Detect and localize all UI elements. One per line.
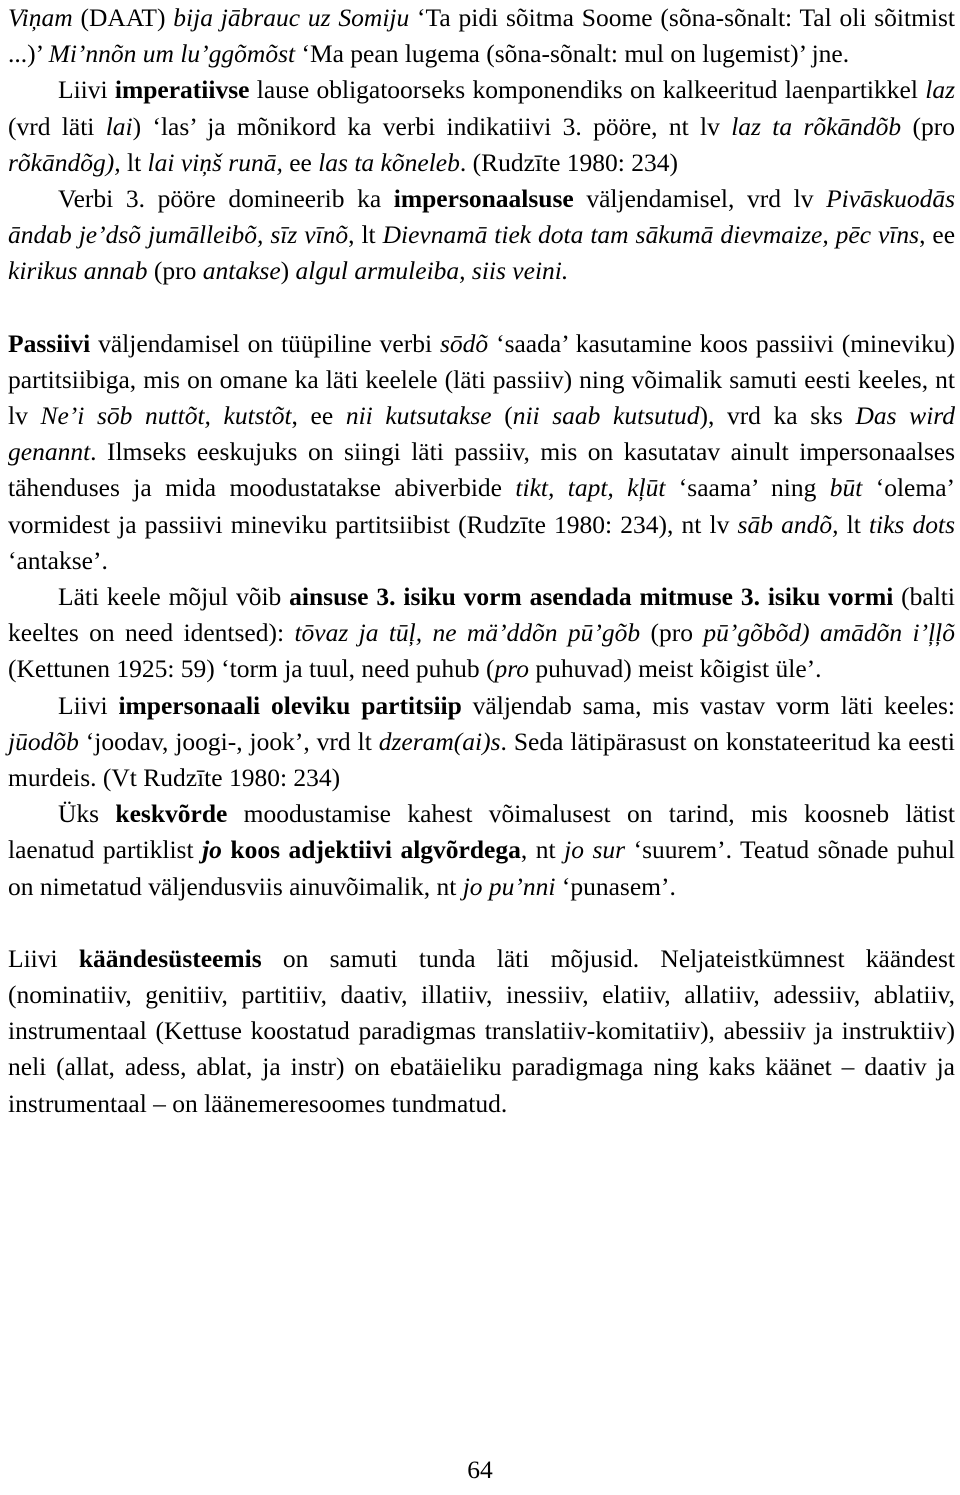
- italic-text: nii saab kutsutud: [512, 401, 700, 431]
- italic-text: nii kutsutakse: [345, 401, 492, 431]
- bold-text: käändesüsteemis: [78, 943, 262, 973]
- text-run: (pro: [147, 256, 203, 286]
- italic-text: Viņam: [8, 3, 73, 32]
- text-run: lt: [120, 147, 148, 177]
- italic-text: dzeram(ai)s: [378, 726, 501, 756]
- text-run: , ee: [291, 401, 346, 431]
- italic-text: rõkāndõg),: [8, 147, 121, 177]
- paragraph: [8, 688, 955, 797]
- text-run: (: [491, 401, 513, 431]
- bold-text: imperatiivse: [114, 75, 250, 105]
- italic-text: las ta kõneleb: [318, 147, 460, 177]
- text-run: (pro: [901, 111, 955, 141]
- paragraph: [8, 72, 955, 181]
- document-page: [8, 0, 955, 1122]
- text-run: lause obligatoorseks komponendiks on kalkeeritud laenpartikkel: [249, 75, 926, 105]
- italic-text: būt: [829, 473, 863, 503]
- text-run: , ee: [919, 220, 956, 250]
- text-run: (vrd läti: [8, 111, 106, 141]
- bold-text: ainsuse 3. isiku vorm asendada mitmuse 3. isiku vormi: [289, 582, 894, 612]
- text-run: (balti keeltes on need identsed):: [8, 582, 955, 648]
- text-run: on samuti tunda läti mõjusid. Neljateistkümnest käändest (nominatiiv, genitiiv, partitiiv, daativ, illatiiv, inessiiv, elatiiv, allatiiv, adessiiv, ablatiiv, instrumentaal (Kettuse koostatud paradigmas translatiiv-komitatiiv), abessiiv ja instruktiiv) neli (allat, adess, ablat, ja instr) on ebatäieliku paradigmaga ning kaks käänet – daativ ja instrumentaal – on läänemeresoomes tundmatud.: [8, 943, 955, 1118]
- text-run: väljendamisel on tüüpiline verbi: [90, 328, 440, 358]
- text-run: Liivi: [8, 943, 79, 973]
- italic-text: laz: [925, 75, 955, 105]
- text-run: ), vrd ka sks: [699, 401, 856, 431]
- italic-text: Pivāskuodās āndab je’dsõ jumālleibõ, sīz vīnõ: [8, 184, 955, 250]
- paragraph: [8, 326, 955, 579]
- bold-text: impersonaali oleviku partitsiip: [118, 690, 462, 720]
- text-run: Liivi: [58, 75, 115, 105]
- italic-text: Mi’nnõn um lu’ggõmõst: [48, 39, 296, 69]
- paragraph: [8, 796, 955, 905]
- italic-text: jo pu’nni: [462, 871, 556, 901]
- text-run: väljendamisel, vrd lv: [573, 184, 827, 214]
- italic-text: kirikus annab: [8, 256, 148, 286]
- bold-text: Passiivi: [8, 328, 91, 358]
- text-run: (Kettunen 1925: 59) ‘torm ja tuul, need puhub (: [8, 654, 495, 684]
- text-run: puhuvad) meist kõigist üle’.: [529, 654, 822, 684]
- text-run: ‘antakse’.: [8, 545, 108, 575]
- bold-italic-text: jo: [202, 835, 222, 865]
- text-run: (DAAT): [72, 3, 174, 32]
- bold-text: koos adjektiivi algvõrdega: [230, 835, 521, 865]
- text-run: , nt: [520, 835, 565, 865]
- text-run: ‘joodav, joogi-, jook’, vrd lt: [78, 726, 379, 756]
- italic-text: Ne’i sōb nuttõt, kutstõt: [40, 401, 292, 431]
- text-run: ‘Ma pean lugema (sõna-sõnalt: mul on lugemist)’ jne.: [295, 39, 850, 69]
- text-run: väljendab sama, mis vastav vorm läti keeles:: [461, 690, 955, 720]
- text-run: ‘saada’ kasutamine koos passiivi (mineviku) partitsiibiga, mis on omane ka läti keelele (läti passiiv) ning võimalik samuti eesti keeles, nt lv: [8, 328, 956, 431]
- text-run: ‘olema’ vormidest ja passiivi mineviku partitsiibist (Rudzīte 1980: 234), nt lv: [8, 473, 956, 539]
- text-run: ee: [282, 147, 319, 177]
- body-text: [8, 0, 955, 1122]
- italic-text: tōvaz ja tūļ, ne mä’ddõn pū’gõb: [294, 618, 641, 648]
- italic-text: pro: [494, 654, 530, 684]
- paragraph: [8, 181, 955, 290]
- text-run: ) ‘las’ ja mõnikord ka verbi indikatiivi 3. pööre, nt lv: [132, 111, 732, 141]
- text-run: , lt: [348, 220, 383, 250]
- italic-text: jo sur: [564, 835, 626, 865]
- italic-text: algul armuleiba, siis veini.: [295, 256, 569, 286]
- text-run: Liivi: [58, 690, 119, 720]
- text-run: ‘Ta pidi sõitma Soome (sõna-sõnalt: Tal oli sõitmist ...)’: [8, 3, 955, 69]
- bold-text: impersonaalsuse: [393, 184, 574, 214]
- text-run: . (Rudzīte 1980: 234): [459, 147, 678, 177]
- bold-text: keskvõrde: [115, 799, 228, 829]
- italic-text: lai viņš runā,: [147, 147, 283, 177]
- paragraph: [8, 941, 955, 1122]
- text-run: . Seda lätipärasust on konstateeritud ka eesti murdeis. (Vt Rudzīte 1980: 234): [8, 726, 955, 793]
- text-run: Verbi 3. pööre domineerib ka: [58, 184, 394, 214]
- italic-text: antakse: [202, 256, 281, 286]
- paragraph: [8, 579, 955, 688]
- text-run: ): [280, 256, 296, 286]
- text-run: ‘punasem’.: [555, 871, 676, 901]
- italic-text: tikt, tapt, kļūt: [515, 473, 666, 503]
- text-run: ‘saama’ ning: [665, 473, 830, 503]
- italic-text: bija jābrauc uz Somiju: [173, 3, 410, 32]
- italic-text: Dievnamā tiek dota tam sākumā dievmaize, pēc vīns: [382, 220, 920, 250]
- text-run: lt: [838, 509, 869, 539]
- text-run: Üks: [58, 799, 116, 829]
- text-run: ‘suurem’. Teatud sõnade puhul on nimetatud väljendusviis ainuvõimalik, nt: [8, 835, 955, 901]
- text-run: Läti keele mõjul võib: [58, 582, 290, 612]
- text-run: . Ilmseks eeskujuks on siingi läti passiiv, mis on kasutatav ainult impersonaalses tähenduses ja mida moodustatakse abiverbide: [8, 437, 955, 503]
- paragraph: [8, 0, 955, 72]
- italic-text: pū’gõbõd) amādõn i’ļļõ: [703, 618, 955, 648]
- italic-text: laz ta rõkāndõb: [731, 111, 902, 141]
- italic-text: lai: [105, 111, 133, 141]
- italic-text: tiks dots: [868, 509, 956, 539]
- italic-text: jūodõb: [8, 726, 79, 756]
- italic-text: sōdõ: [439, 328, 489, 358]
- italic-text: sāb andõ,: [737, 509, 839, 539]
- italic-text: Das wird genannt: [8, 401, 955, 467]
- text-run: (pro: [640, 618, 704, 648]
- page-number: 64: [467, 1455, 493, 1484]
- text-run: moodustamise kahest võimalusest on tarind, mis koosneb lätist laenatud partiklist: [8, 799, 956, 865]
